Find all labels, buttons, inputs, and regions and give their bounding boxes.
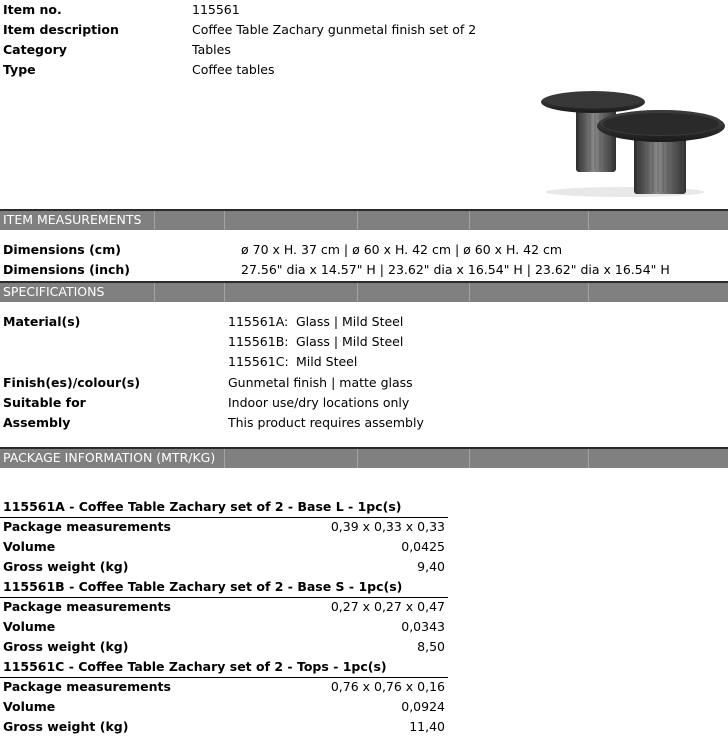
- item-no-label: Item no.: [3, 2, 62, 17]
- material-value: Mild Steel: [296, 354, 358, 369]
- type-label: Type: [3, 62, 36, 77]
- package-information-header: [0, 449, 728, 468]
- material-code: 115561B:: [228, 334, 289, 349]
- item-measurements-header: [0, 211, 728, 230]
- gross-weight-label: Gross weight (kg): [3, 559, 129, 574]
- coffee-table-set-image: [530, 84, 728, 199]
- gross-weight-value: 11,40: [409, 719, 445, 734]
- category-value: Tables: [192, 42, 231, 57]
- category-label: Category: [3, 42, 67, 57]
- suitable-for-label: Suitable for: [3, 395, 86, 410]
- material-code: 115561C:: [228, 354, 289, 369]
- volume-label: Volume: [3, 699, 56, 714]
- item-no-value: 115561: [192, 2, 240, 17]
- specifications-title: SPECIFICATIONS: [3, 284, 105, 299]
- package-measurements-label: Package measurements: [3, 679, 171, 694]
- package-item-title: 115561C - Coffee Table Zachary set of 2 - Tops - 1pc(s): [3, 659, 387, 674]
- material-value: Glass | Mild Steel: [296, 334, 404, 349]
- dimensions-cm-label: Dimensions (cm): [3, 242, 121, 257]
- item-description-label: Item description: [3, 22, 119, 37]
- material-code: 115561A:: [228, 314, 289, 329]
- package-item-title: 115561A - Coffee Table Zachary set of 2 - Base L - 1pc(s): [3, 499, 402, 514]
- volume-value: 0,0425: [401, 539, 445, 554]
- dimensions-inch-value: 27.56" dia x 14.57" H | 23.62" dia x 16.54" H | 23.62" dia x 16.54" H: [241, 262, 670, 277]
- package-measurements-value: 0,76 x 0,76 x 0,16: [330, 679, 445, 694]
- specifications-header: [0, 283, 728, 302]
- volume-value: 0,0343: [401, 619, 445, 634]
- dimensions-inch-label: Dimensions (inch): [3, 262, 130, 277]
- package-measurements-value: 0,27 x 0,27 x 0,47: [330, 599, 445, 614]
- finish-label: Finish(es)/colour(s): [3, 375, 141, 390]
- materials-label: Material(s): [3, 314, 81, 329]
- volume-label: Volume: [3, 619, 56, 634]
- package-item-title: 115561B - Coffee Table Zachary set of 2 - Base S - 1pc(s): [3, 579, 403, 594]
- volume-label: Volume: [3, 539, 56, 554]
- gross-weight-label: Gross weight (kg): [3, 639, 129, 654]
- volume-value: 0,0924: [401, 699, 445, 714]
- material-value: Glass | Mild Steel: [296, 314, 404, 329]
- gross-weight-label: Gross weight (kg): [3, 719, 129, 734]
- assembly-value: This product requires assembly: [228, 415, 424, 430]
- gross-weight-value: 9,40: [417, 559, 445, 574]
- item-description-value: Coffee Table Zachary gunmetal finish set of 2: [192, 22, 477, 37]
- package-measurements-label: Package measurements: [3, 519, 171, 534]
- dimensions-cm-value: ø 70 x H. 37 cm | ø 60 x H. 42 cm | ø 60 x H. 42 cm: [241, 242, 563, 257]
- package-measurements-value: 0,39 x 0,33 x 0,33: [330, 519, 445, 534]
- gross-weight-value: 8,50: [417, 639, 445, 654]
- type-value: Coffee tables: [192, 62, 275, 77]
- package-information-title: PACKAGE INFORMATION (MTR/KG): [3, 450, 216, 465]
- finish-value: Gunmetal finish | matte glass: [228, 375, 413, 390]
- item-measurements-title: ITEM MEASUREMENTS: [3, 212, 142, 227]
- suitable-for-value: Indoor use/dry locations only: [228, 395, 410, 410]
- assembly-label: Assembly: [3, 415, 71, 430]
- package-measurements-label: Package measurements: [3, 599, 171, 614]
